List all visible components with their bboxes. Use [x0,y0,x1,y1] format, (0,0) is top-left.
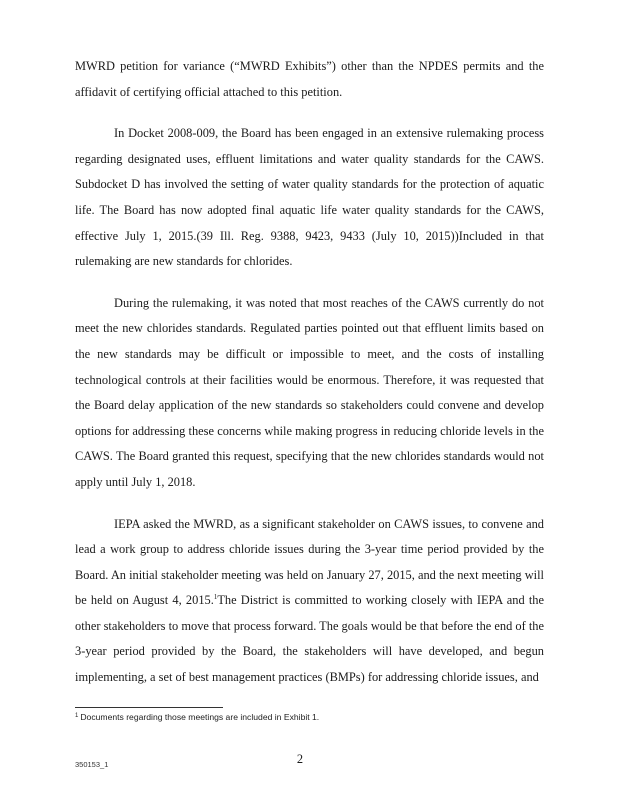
footnote [75,711,544,723]
footnote-number: 1 [75,713,79,719]
page-number: 2 [296,752,304,766]
footnote-divider [75,707,223,708]
footnote-reference: 1 [213,593,218,602]
document-id: 350153_1 [75,760,109,769]
body-text [75,54,544,691]
paragraph-rulemaking: In Docket 2008-009, the Board has been engaged in an extensive rulemaking process regarding designated uses, effluent limitations and water quality standards for the CAWS. Subdocket D has involved the setting of water quality standards for the protection of aquatic life. The Board has now adopted final aquatic life water quality standards for the CAWS, effective July 1, 2015.(39 Ill. Reg. 9388, 9423, 9433 (July 10, 2015))Included in that rulemaking are new standards for chlorides. [75,126,544,269]
paragraph-work-group [75,512,544,691]
paragraph-chlorides-delay: During the rulemaking, it was noted that most reaches of the CAWS currently do not meet the new chlorides standards. Regulated parties pointed out that effluent limits based on the new standards may be difficult or impossible to meet, and the costs of installing technological controls at their facilities would be enormous. Therefore, it was requested that the Board delay application of the new standards so stakeholders could convene and develop options for addressing these concerns while making progress in reducing chloride levels in the CAWS. The Board granted this request, specifying that the new chlorides standards would not apply until July 1, 2018. [75,295,544,489]
paragraph-continuation: MWRD petition for variance (“MWRD Exhibits”) other than the NPDES permits and the affidavit of certifying official attached to this petition. [75,59,544,99]
paragraph-work-group-part1: IEPA asked the MWRD, as a significant stakeholder on CAWS issues, to convene and lead a work group to address chloride issues during the 3-year time period provided by the Board. An initial stakeholder meeting was held on January 27, 2015, and the next meeting will be held on August 4, 2015. [75,516,544,608]
footnote-text: Documents regarding those meetings are included in Exhibit 1. [80,712,320,722]
paragraph-work-group-part2: The District is committed to working closely with IEPA and the other stakeholders to move that process forward. The goals would be that before the end of the 3-year period provided by the Board, the stakeholders will have developed, and begun implementing, a set of best management practices (BMPs) for addressing chloride issues, and [75,593,544,685]
